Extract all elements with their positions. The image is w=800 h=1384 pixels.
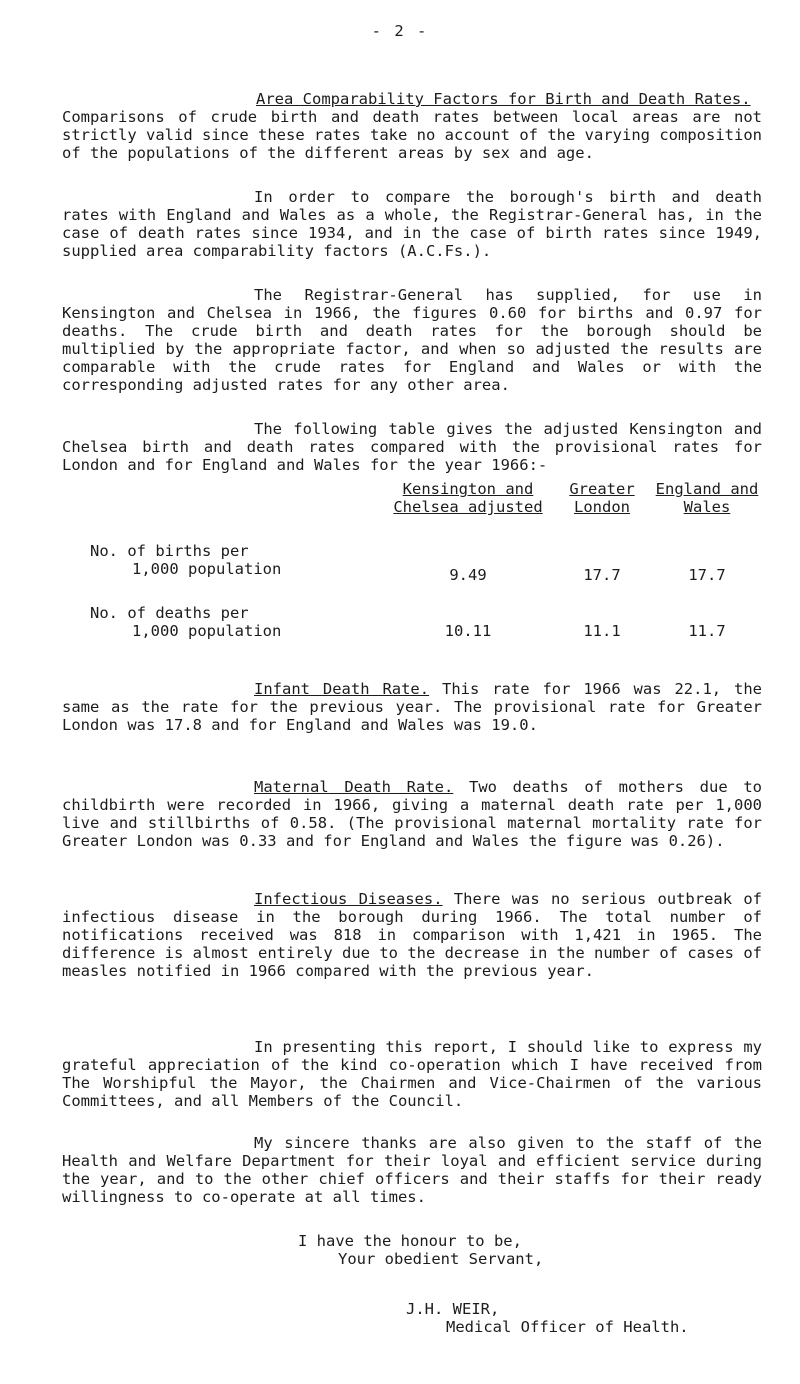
- section-heading: Maternal Death Rate.: [254, 778, 454, 796]
- row-label: No. of births per 1,000 population: [90, 542, 282, 578]
- section-text: Two deaths of mothers due to childbirth were recorded in 1966, giving a maternal death rate per 1,000 live and stillbirths of 0.58. (The provisional maternal mortality rate for Greater London was 0.33 and for England and Wales the figure was 0.26).: [62, 778, 763, 850]
- signoff-servant: Your obedient Servant,: [338, 1250, 544, 1268]
- paragraph-text: The following table gives the adjusted Kensington and Chelsea birth and death rates compared with the provisional rates for London and for England and Wales for the year 1966:-: [62, 420, 762, 474]
- table-row: [62, 604, 762, 640]
- table-header-row: [62, 480, 762, 516]
- paragraph-registrar-general: [62, 188, 762, 260]
- paragraph-factors: [62, 286, 762, 394]
- area-comparability-heading: Area Comparability Factors for Birth and Death Rates.: [256, 90, 751, 108]
- paragraph-text: In presenting this report, I should like to express my grateful appreciation of the kind co-operation which I have received from The Worshipful the Mayor, the Chairmen and Vice-Chairmen of the various Committees, and all Members of the Council.: [62, 1038, 762, 1110]
- table-cell: 10.11: [444, 622, 492, 640]
- paragraph-table-intro: [62, 420, 762, 474]
- table-cell: 17.7: [688, 566, 726, 584]
- table-row: [62, 542, 762, 584]
- column-header: Greater London: [569, 480, 635, 516]
- signoff-honour: I have the honour to be,: [298, 1232, 522, 1250]
- signoff-title: Medical Officer of Health.: [446, 1318, 689, 1336]
- paragraph-comparisons: [62, 108, 762, 162]
- table-cell: 11.1: [583, 622, 621, 640]
- section-heading: Infant Death Rate.: [254, 680, 430, 698]
- section-heading: Infectious Diseases.: [254, 890, 443, 908]
- paragraph-text: The Registrar-General has supplied, for use in Kensington and Chelsea in 1966, the figures 0.60 for births and 0.97 for deaths. The crude birth and death rates for the borough should be multiplied by the appropriate factor, and when so adjusted the results are comparable with the crude rates for England and Wales or with the corresponding adjusted rates for any other area.: [62, 286, 762, 394]
- column-header: Kensington and Chelsea adjusted: [393, 480, 543, 516]
- paragraph-thanks: [62, 1134, 762, 1206]
- section-infant-death-rate: [62, 680, 762, 734]
- row-label: No. of deaths per 1,000 population: [90, 604, 282, 640]
- table-cell: 11.7: [688, 622, 726, 640]
- paragraph-text: Comparisons of crude birth and death rates between local areas are not strictly valid since these rates take no account of the varying composition of the populations of the different areas by sex and age.: [62, 108, 762, 162]
- column-header: England and Wales: [655, 480, 759, 516]
- page-number: - 2 -: [371, 22, 429, 40]
- section-infectious-diseases: [62, 890, 762, 980]
- paragraph-text: In order to compare the borough's birth and death rates with England and Wales as a whole, the Registrar-General has, in the case of death rates since 1934, and in the case of birth rates since 1949, supplied area comparability factors (A.C.Fs.).: [62, 188, 762, 260]
- section-text: This rate for 1966 was 22.1, the same as the rate for the previous year. The provisional rate for Greater London was 17.8 and for England and Wales was 19.0.: [62, 680, 762, 734]
- rates-table: [62, 480, 762, 640]
- paragraph-appreciation: [62, 1038, 762, 1110]
- section-text: There was no serious outbreak of infectious disease in the borough during 1966. The total number of notifications received was 818 in comparison with 1,421 in 1965. The difference is almost entirely due to the decrease in the number of cases of measles notified in 1966 compared with the previous year.: [62, 890, 763, 980]
- section-maternal-death-rate: [62, 778, 762, 850]
- table-cell: 9.49: [449, 566, 487, 584]
- paragraph-text: My sincere thanks are also given to the staff of the Health and Welfare Department for their loyal and efficient service during the year, and to the other chief officers and their staffs for their ready willingness to co-operate at all times.: [62, 1134, 762, 1206]
- signoff-name: J.H. WEIR,: [406, 1300, 500, 1318]
- table-cell: 17.7: [583, 566, 621, 584]
